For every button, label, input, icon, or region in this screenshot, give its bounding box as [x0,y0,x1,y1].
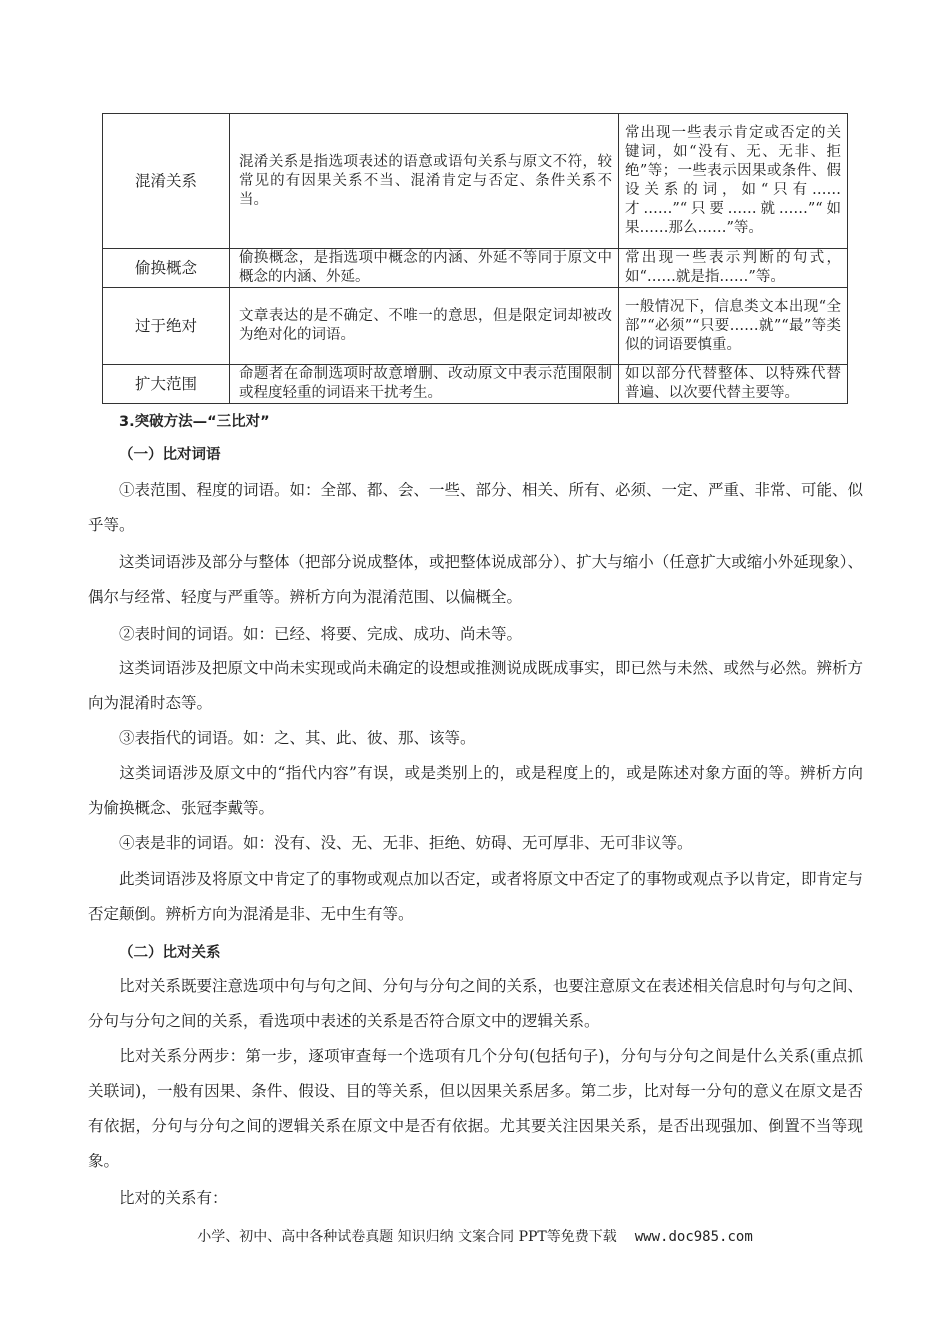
method-heading: 3.突破方法—“三比对” [119,414,270,430]
paragraph: ③表指代的词语。如：之、其、此、彼、那、该等。 [119,729,476,747]
table-row [103,249,848,288]
type-cell: 混淆关系 [103,114,230,249]
desc-cell: 混淆关系是指选项表述的语意或语句关系与原文不符，较常见的有因果关系不当、混淆肯定与否定、条件关系不当。 [230,114,619,249]
signal-cell: 如以部分代替整体、以特殊代替普遍、以次要代替主要等。 [619,365,848,404]
desc-cell: 偷换概念，是指选项中概念的内涵、外延不等同于原文中概念的内涵、外延。 [230,249,619,288]
paragraph: 比对关系既要注意选项中句与句之间、分句与分句之间的关系，也要注意原文在表述相关信息时句与句之间、分句与分句之间的关系，看选项中表述的关系是否符合原文中的逻辑关系。 [88,977,864,1030]
signal-cell: 常出现一些表示判断的句式，如“……就是指……”等。 [619,249,848,288]
signal-cell: 一般情况下，信息类文本出现“全部”“必须”“只要……就”“最”等类似的词语要慎重。 [619,288,848,365]
paragraph: 此类词语涉及将原文中肯定了的事物或观点加以否定，或者将原文中否定了的事物或观点予以肯定，即肯定与否定颠倒。辨析方向为混淆是非、无中生有等。 [88,870,864,923]
signal-cell: 常出现一些表示肯定或否定的关键词，如“没有、无、无非、拒绝”等；一些表示因果或条件、假设关系的词，如“只有……才……”“只要……就……”“如果……那么……”等。 [619,114,848,249]
type-cell: 偷换概念 [103,249,230,288]
comparison-table [102,113,848,404]
paragraph: 这类词语涉及把原文中尚未实现或尚未确定的设想或推测说成既成事实，即已然与未然、或然与必然。辨析方向为混淆时态等。 [88,659,864,712]
paragraph: 这类词语涉及原文中的“指代内容”有误，或是类别上的，或是程度上的，或是陈述对象方面的等。辨析方向为偷换概念、张冠李戴等。 [88,764,863,817]
table-row [103,288,848,365]
desc-cell: 命题者在命制选项时故意增删、改动原文中表示范围限制或程度轻重的词语来干扰考生。 [230,365,619,404]
table-row [103,114,848,249]
subheading-words: （一）比对词语 [119,447,221,463]
page-footer [0,1226,950,1246]
paragraph: 比对关系分两步：第一步，逐项审查每一个选项有几个分句(包括句子)，分句与分句之间是什么关系(重点抓关联词)，一般有因果、条件、假设、目的等关系，但以因果关系居多。第二步，比对每一分句的意义在原文是否有依据，分句与分句之间的逻辑关系在原文中是否有依据。尤其要关注因果关系，是否出现强加、倒置不当等现象。 [88,1047,863,1170]
type-cell: 过于绝对 [103,288,230,365]
footer-text: 小学、初中、高中各种试卷真题 知识归纳 文案合同 PPT等免费下载 [197,1229,617,1245]
type-cell: 扩大范围 [103,365,230,404]
table-row [103,365,848,404]
footer-url[interactable]: www.doc985.com [634,1229,753,1245]
paragraph: ②表时间的词语。如：已经、将要、完成、成功、尚未等。 [119,625,523,643]
paragraph: 比对的关系有： [119,1189,228,1207]
desc-cell: 文章表达的是不确定、不唯一的意思，但是限定词却被改为绝对化的词语。 [230,288,619,365]
paragraph: 这类词语涉及部分与整体（把部分说成整体，或把整体说成部分）、扩大与缩小（任意扩大或缩小外延现象）、偶尔与经常、轻度与严重等。辨析方向为混淆范围、以偏概全。 [88,553,864,606]
subheading-relations: （二）比对关系 [119,945,221,961]
paragraph: ①表范围、程度的词语。如：全部、都、会、一些、部分、相关、所有、必须、一定、严重、非常、可能、似乎等。 [88,481,864,534]
paragraph: ④表是非的词语。如：没有、没、无、无非、拒绝、妨碍、无可厚非、无可非议等。 [119,834,693,852]
